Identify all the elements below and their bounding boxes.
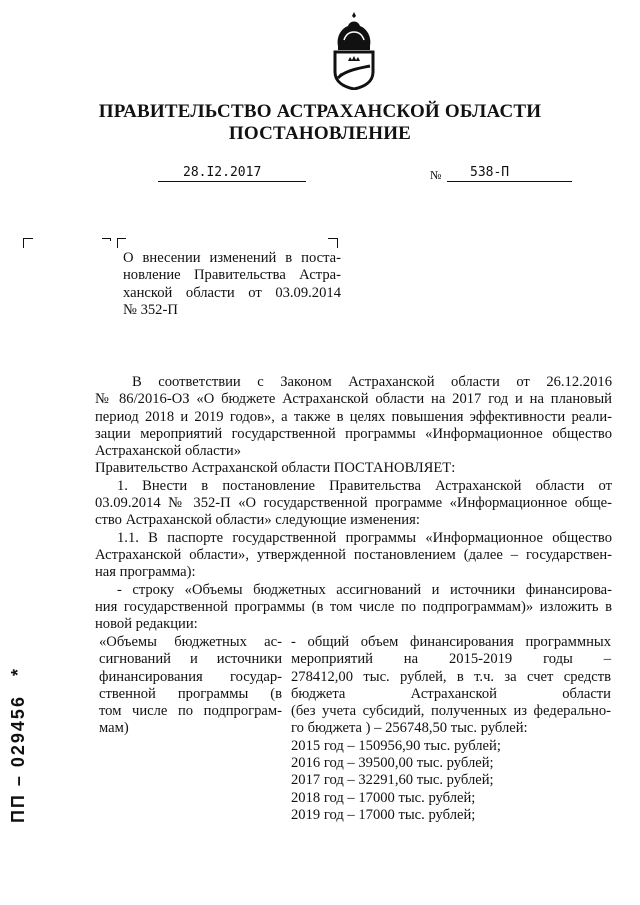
asterisk-mark: * (8, 667, 28, 677)
document-type-title: ПОСТАНОВЛЕНИЕ (228, 123, 412, 144)
body-line: ство Астраханской области» следующие изменения: (95, 512, 420, 529)
table-left-line: финансирования государ- (99, 668, 282, 685)
body-line: Правительство Астраханской области ПОСТАНОВЛЯЕТ: (95, 460, 456, 477)
serial-number: ПП – 029456 (8, 695, 28, 823)
date-underline (158, 181, 306, 182)
subject-line: ханской области от 03.09.2014 (123, 284, 341, 301)
body-line: 1.1. В паспорте государственной программы «Информационное общество (117, 529, 612, 546)
corner-mark-subject-left-a (102, 238, 111, 241)
table-left-line: ственной программы (в (99, 685, 282, 702)
document-date: 28.I2.2017 (183, 165, 262, 180)
serial-number-stamp (8, 667, 29, 823)
document-number: 538-П (470, 165, 510, 180)
table-right-line: го бюджета ) – 256748,50 тыс. рублей: (291, 720, 528, 737)
organization-title: ПРАВИТЕЛЬСТВО АСТРАХАНСКОЙ ОБЛАСТИ (98, 101, 542, 122)
body-line: № 86/2016-ОЗ «О бюджете Астраханской области на 2017 год и на плановый (95, 391, 612, 408)
table-left-line: сигнований и источники (99, 651, 282, 668)
body-text (95, 374, 612, 633)
table-right-line: 2019 год – 17000 тыс. рублей; (291, 806, 476, 823)
table-right-line: 278412,00 тыс. рублей, в т.ч. за счет средств (291, 668, 611, 685)
table-right-line: 2017 год – 32291,60 тыс. рублей; (291, 772, 494, 789)
table-right-line: бюджета Астраханской области (291, 685, 611, 702)
body-line: Астраханской области», утвержденной постановлением (далее – государствен- (95, 546, 612, 563)
body-line: В соответствии с Законом Астраханской области от 26.12.2016 (132, 374, 612, 390)
table-left-line: мам) (99, 720, 129, 737)
body-line: ния государственной программы (в том числе по подпрограммам)» изложить в (95, 598, 612, 615)
body-line: новой редакции: (95, 616, 198, 633)
table-right-line: - общий объем финансирования программных (291, 634, 611, 650)
subject-line: новление Правительства Астра- (123, 267, 341, 284)
table-right-line: мероприятий на 2015-2019 годы – (291, 651, 611, 668)
table-right-line: 2015 год – 150956,90 тыс. рублей; (291, 737, 501, 754)
body-line: - строку «Объемы бюджетных ассигнований и источники финансирова- (117, 581, 612, 598)
body-line: зации мероприятий государственной программы «Информационное общество (95, 425, 612, 442)
body-line: 03.09.2014 № 352-П «О государственной программе «Информационное обще- (95, 495, 612, 512)
corner-mark-left (23, 238, 33, 248)
corner-mark-subject-left-b (117, 238, 126, 248)
table-right-line: (без учета субсидий, полученных из федерально- (291, 703, 611, 720)
number-underline (447, 181, 572, 182)
table-left-line: том числе по подпрограм- (99, 703, 282, 720)
table-left-cell (99, 634, 282, 738)
body-line: период 2018 и 2019 годов», а также в целях повышения эффективности реали- (95, 408, 612, 425)
coat-of-arms-icon (326, 10, 382, 90)
table-right-cell (291, 634, 611, 824)
subject-block (123, 250, 341, 319)
subject-line: № 352-П (123, 301, 178, 318)
number-sign: № (430, 168, 442, 182)
body-line: 1. Внести в постановление Правительства Астраханской области от (117, 477, 612, 494)
table-right-line: 2018 год – 17000 тыс. рублей; (291, 789, 476, 806)
body-line: Астраханской области» (95, 443, 242, 460)
corner-mark-subject-right (328, 238, 338, 248)
subject-line: О внесении изменений в поста- (123, 250, 341, 266)
table-left-line: «Объемы бюджетных ас- (99, 634, 282, 650)
body-line: ная программа): (95, 564, 196, 581)
table-right-line: 2016 год – 39500,00 тыс. рублей; (291, 755, 494, 772)
